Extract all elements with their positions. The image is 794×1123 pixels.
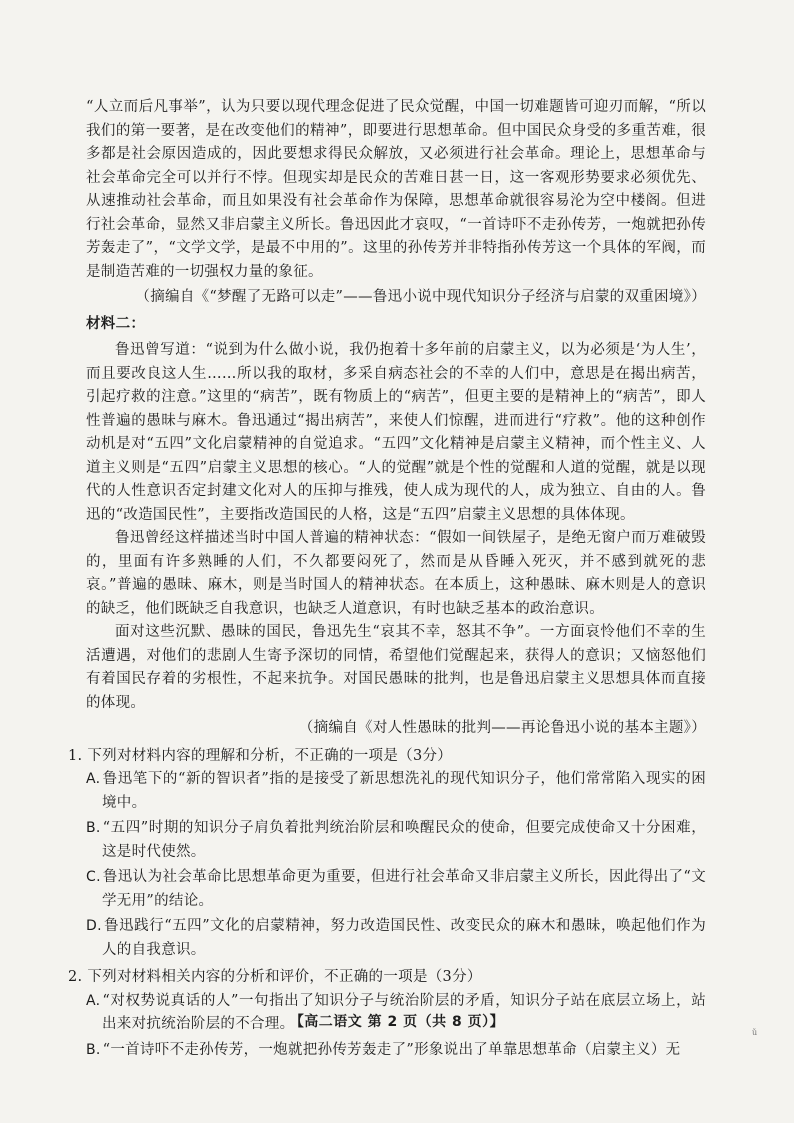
option-label: A. (86, 771, 101, 787)
option-label: B. (86, 820, 101, 836)
option-label: B. (86, 1041, 101, 1058)
option-label: A. (86, 992, 101, 1009)
question-1-option-b[interactable] (86, 817, 706, 864)
material2-paragraph-3: 面对这些沉默、愚昧的国民，鲁迅先生“哀其不幸，怒其不争”。一方面哀怜他们不幸的生活遭遇，对他们的悲剧人生寄予深切的同情，希望他们觉醒起来，获得人的意识；又恼怒他们有着国民存着的劣根性，不起来抗争。对国民愚昧的批判，也是鲁迅启蒙主义思想具体而直接的体现。 (86, 624, 706, 711)
question-1-option-c[interactable] (86, 866, 706, 913)
material2-heading: 材料二： (86, 314, 146, 332)
option-text: “对权势说真话的人”一句指出了知识分子与统治阶层的矛盾，知识分子站在底层立场上，站出来对抗统治阶层的不合理。 (102, 992, 706, 1032)
option-text: 鲁迅认为社会革命比思想革命更为重要，但进行社会革命又非启蒙主义所长，因此得出了“文学无用”的结论。 (102, 869, 706, 909)
question-1-stem: 1. 下列对材料内容的理解和分析，不正确的一项是（3分） (68, 747, 453, 764)
question-2-stem: 2. 下列对材料相关内容的分析和评价，不正确的一项是（3分） (68, 969, 482, 985)
option-text: 鲁迅践行“五四”文化的启蒙精神，努力改造国民性、改变民众的麻木和愚昧，唤起他们作为人的自我意识。 (102, 918, 706, 958)
option-text: 鲁迅笔下的“新的智识者”指的是接受了新思想洗礼的现代知识分子，他们常常陷入现实的困境中。 (102, 771, 706, 811)
page-content (68, 96, 706, 1064)
passage1-source: （摘编自《“梦醒了无路可以走”——鲁迅小说中现代知识分子经济与启蒙的双重困境》） (135, 289, 706, 305)
question-1-options (86, 768, 706, 962)
material2-paragraph-2: 鲁迅曾经这样描述当时中国人普遍的精神状态：“假如一间铁屋子，是绝无窗户而万难破毁的，里面有许多熟睡的人们，不久都要闷死了，然而是从昏睡入死灭，并不感到就死的悲哀。”普遍的愚昧、麻木，则是当时国人的精神状态。在本质上，这种愚昧、麻木则是人的意识的缺乏，他们既缺乏自我意识，也缺乏人道意识，有时也缺乏基本的政治意识。 (86, 530, 706, 617)
option-label: D. (86, 918, 102, 934)
question-1-option-d[interactable] (86, 915, 706, 962)
option-label: C. (86, 869, 101, 885)
page-footer: 【高二语文 第 2 页（共 8 页）】 (289, 1014, 505, 1030)
option-text: “五四”时期的知识分子肩负着批判统治阶层和唤醒民众的使命，但要完成使命又十分困难，这是时代使然。 (102, 820, 706, 860)
material2-source: （摘编自《对人性愚昧的批判——再论鲁迅小说的基本主题》） (298, 720, 706, 736)
question-2-option-b[interactable] (86, 1039, 706, 1063)
material2-paragraph-1: 鲁迅曾写道：“说到为什么做小说，我仍抱着十多年前的启蒙主义，以为必须是‘为人生’，而且要改良这人生……所以我的取材，多采自病态社会的不幸的人们中，意思是在揭出病苦，引起疗救的注意。”这里的“病苦”，既有物质上的“病苦”，但更主要的是精神上的“病苦”，即人性普遍的愚昧与麻木。鲁迅通过“揭出病苦”，来使人们惊醒，进而进行“疗救”。他的这种创作动机是对“五四”文化启蒙精神的自觉追求。“五四”文化精神是启蒙主义精神，而个性主义、人道主义则是“五四”启蒙主义思想的核心。“人的觉醒”就是个性的觉醒和人道的觉醒，就是以现代的人性意识否定封建文化对人的压抑与推残，使人成为现代的人，成为独立、自由的人。鲁迅的“改造国民性”，主要指改造国民的人格，这是“五四”启蒙主义思想的具体体现。 (86, 342, 706, 523)
corner-mark: ǔ (752, 1028, 758, 1037)
passage1-text: “人立而后凡事举”，认为只要以现代理念促进了民众觉醒，中国一切难题皆可迎刃而解，“所以我们的第一要著，是在改变他们的精神”，即要进行思想革命。但中国民众身受的多重苦难，很多都是社会原因造成的，因此要想求得民众解放，又必须进行社会革命。理论上，思想革命与社会革命完全可以并行不悖。但现实却是民众的苦难日甚一日，这一客观形势要求必须优先、从速推动社会革命，而且如果没有社会革命作为保障，思想革命就很容易沦为空中楼阁。但进行社会革命，显然又非启蒙主义所长。鲁迅因此才哀叹，“一首诗吓不走孙传芳，一炮就把孙传芳轰走了”，“文学文学，是最不中用的”。这里的孙传芳并非特指孙传芳这一个具体的军阀，而是制造苦难的一切强权力量的象征。 (86, 99, 706, 280)
question-1-option-a[interactable] (86, 768, 706, 815)
option-text: “一首诗吓不走孙传芳，一炮就把孙传芳轰走了”形象说出了单靠思想革命（启蒙主义）无 (102, 1041, 681, 1058)
